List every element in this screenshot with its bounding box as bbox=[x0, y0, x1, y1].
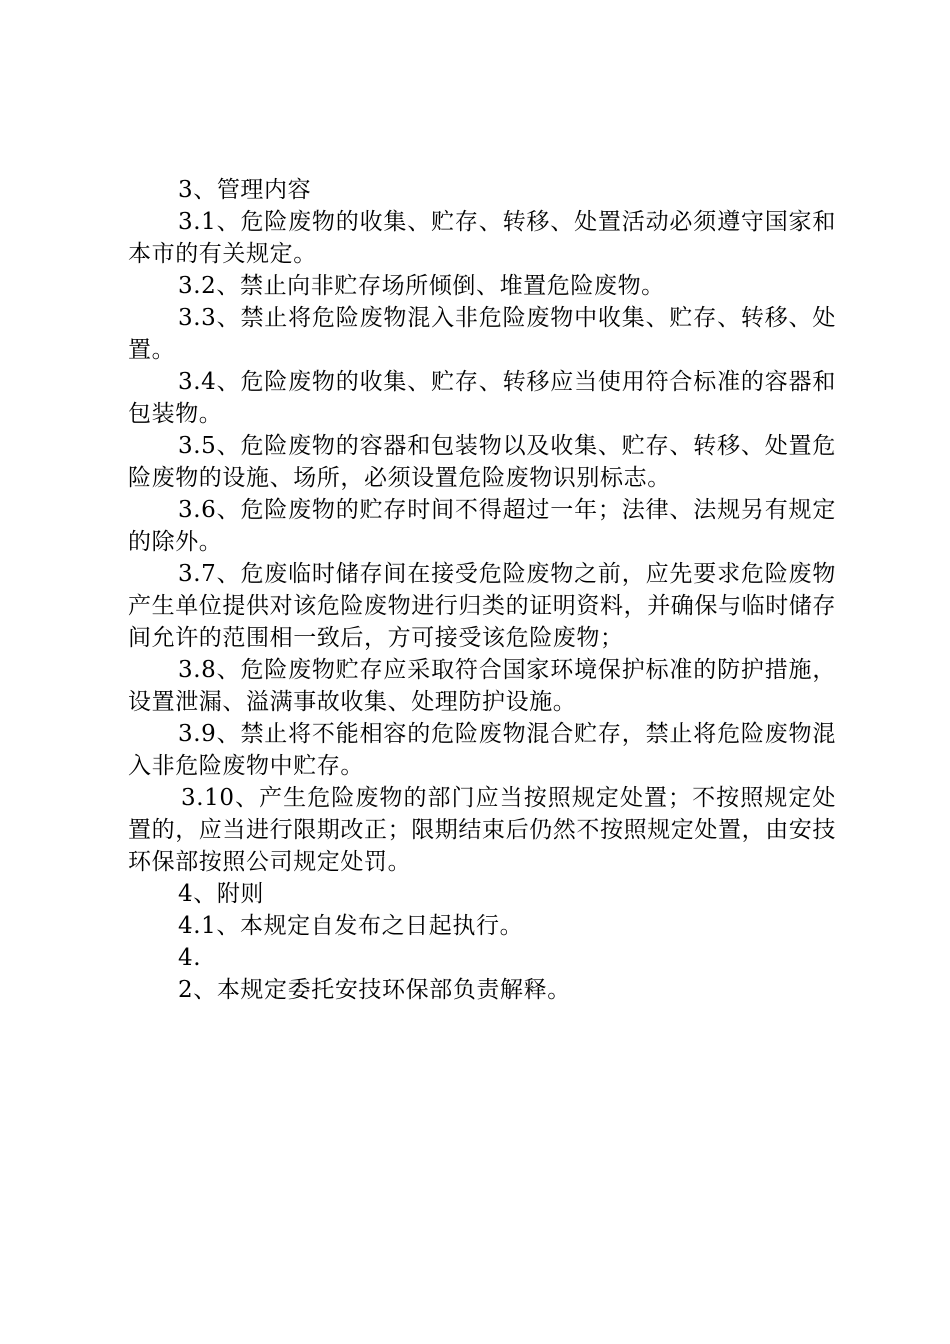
clause-4-fragment: 4. bbox=[178, 945, 202, 971]
clause-3-6: 3.6、危险废物的贮存时间不得超过一年；法律、法规另有规定的除外。 bbox=[128, 497, 836, 555]
section-heading-management: 3、管理内容 bbox=[178, 177, 312, 203]
clause-3-8: 3.8、危险废物贮存应采取符合国家环境保护标准的防护措施，设置泄漏、溢满事故收集、处理防护设施。 bbox=[128, 657, 836, 715]
clause-3-2: 3.2、禁止向非贮存场所倾倒、堆置危险废物。 bbox=[178, 273, 665, 299]
clause-3-3: 3.3、禁止将危险废物混入非危险废物中收集、贮存、转移、处置。 bbox=[128, 305, 836, 363]
clause-3-7: 3.7、危废临时储存间在接受危险废物之前，应先要求危险废物产生单位提供对该危险废物进行归类的证明资料，并确保与临时储存间允许的范围相一致后，方可接受该危险废物； bbox=[128, 561, 836, 651]
clause-3-9: 3.9、禁止将不能相容的危险废物混合贮存，禁止将危险废物混入非危险废物中贮存。 bbox=[128, 721, 836, 779]
section-heading-appendix: 4、附则 bbox=[178, 881, 265, 907]
clause-3-10: 3.10、产生危险废物的部门应当按照规定处置；不按照规定处置的，应当进行限期改正；限期结束后仍然不按照规定处置，由安技环保部按照公司规定处罚。 bbox=[128, 785, 836, 875]
clause-3-4: 3.4、危险废物的收集、贮存、转移应当使用符合标准的容器和包装物。 bbox=[128, 369, 836, 427]
clause-3-5: 3.5、危险废物的容器和包装物以及收集、贮存、转移、处置危险废物的设施、场所，必须设置危险废物识别标志。 bbox=[128, 433, 836, 491]
clause-3-1: 3.1、危险废物的收集、贮存、转移、处置活动必须遵守国家和本市的有关规定。 bbox=[128, 209, 836, 267]
clause-4-2: 2、本规定委托安技环保部负责解释。 bbox=[178, 977, 571, 1003]
clause-4-1: 4.1、本规定自发布之日起执行。 bbox=[178, 913, 524, 939]
document-body bbox=[128, 174, 836, 1006]
